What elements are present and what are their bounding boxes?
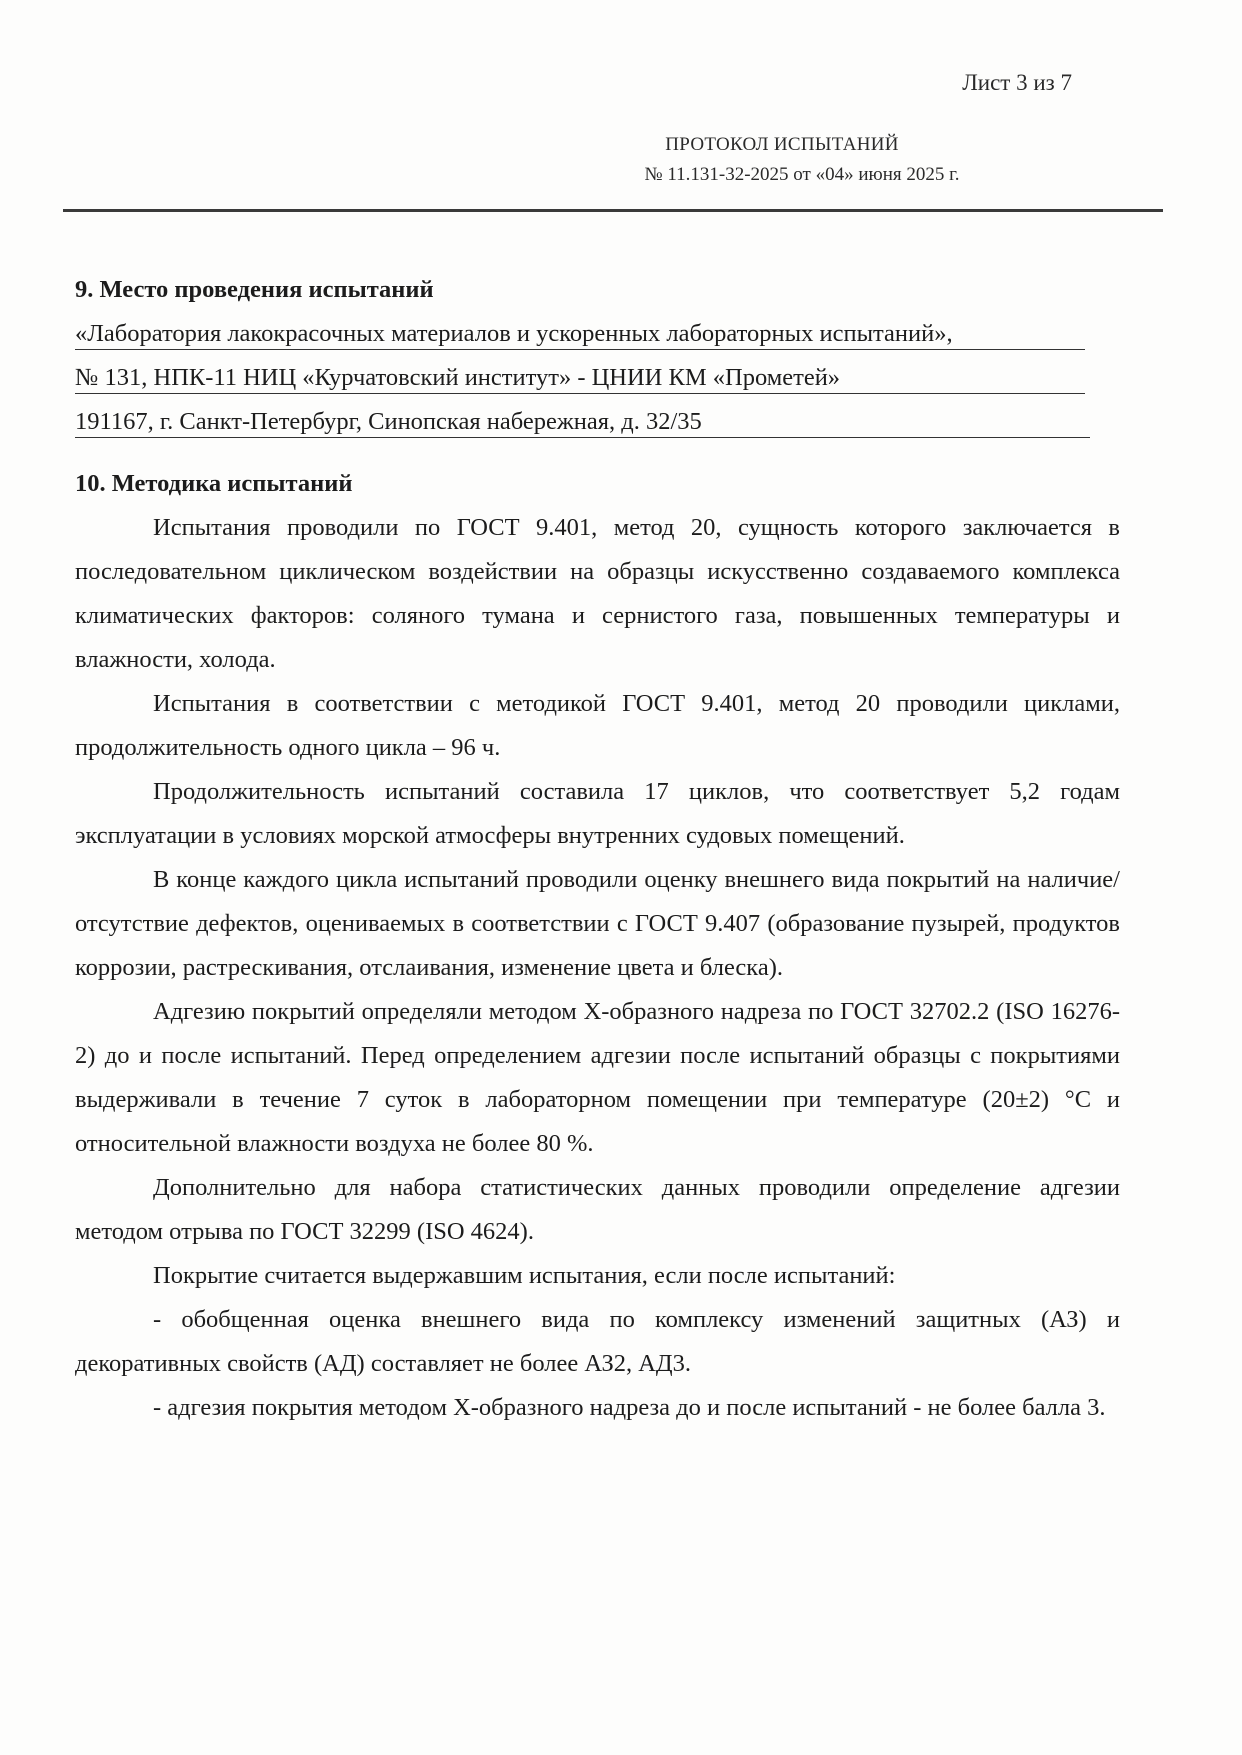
document-title: ПРОТОКОЛ ИСПЫТАНИЙ (665, 134, 899, 155)
criteria-item: - адгезия покрытия методом Х-образного надреза до и после испытаний - не более балла 3. (153, 1394, 1106, 1421)
sheet-number: Лист 3 из 7 (962, 70, 1072, 95)
location-line: № 131, НПК-11 НИЦ «Курчатовский институт» - ЦНИИ КМ «Прометей» (75, 356, 1120, 400)
header-divider (63, 209, 1163, 212)
section-10-heading: 10. Методика испытаний (75, 470, 353, 497)
test-location (75, 312, 1120, 444)
document-header (482, 130, 1082, 190)
paragraph: Испытания проводили по ГОСТ 9.401, метод 20, сущность которого заключается в последовательном циклическом воздействии на образцы искусственно создаваемого комплекса климатических факторов: соляного тумана и сернистого газа, повышенных температуры и влажности, холода. (75, 514, 1120, 673)
paragraph: Дополнительно для набора статистических данных проводили определение адгезии методом отрыва по ГОСТ 32299 (ISO 4624). (75, 1174, 1120, 1245)
paragraph: Адгезию покрытий определяли методом Х-образного надреза по ГОСТ 32702.2 (ISO 16276-2) до и после испытаний. Перед определением адгезии после испытаний образцы с покрытиями выдерживали в течение 7 суток в лабораторном помещении при температуре (20±2) °С и относительной влажности воздуха не более 80 %. (75, 998, 1120, 1157)
paragraph: Испытания в соответствии с методикой ГОСТ 9.401, метод 20 проводили циклами, продолжительность одного цикла – 96 ч. (75, 690, 1120, 761)
section-10 (75, 462, 1120, 1430)
paragraph: В конце каждого цикла испытаний проводили оценку внешнего вида покрытий на наличие/отсутствие дефектов, оцениваемых в соответствии с ГОСТ 9.407 (образование пузырей, продуктов коррозии, растрескивания, отслаивания, изменение цвета и блеска). (75, 866, 1120, 981)
location-line: «Лаборатория лакокрасочных материалов и ускоренных лабораторных испытаний», (75, 312, 1120, 356)
location-line: 191167, г. Санкт-Петербург, Синопская набережная, д. 32/35 (75, 400, 1120, 444)
document-number: № 11.131-32-2025 от «04» июня 2025 г. (644, 164, 960, 185)
criteria-item: - обобщенная оценка внешнего вида по комплексу изменений защитных (АЗ) и декоративных свойств (АД) составляет не более АЗ2, АД3. (75, 1306, 1120, 1377)
document-body (75, 268, 1120, 1430)
section-9-heading: 9. Место проведения испытаний (75, 276, 434, 303)
paragraph: Покрытие считается выдержавшим испытания, если после испытаний: (153, 1262, 896, 1289)
paragraph: Продолжительность испытаний составила 17 циклов, что соответствует 5,2 годам эксплуатации в условиях морской атмосферы внутренних судовых помещений. (75, 778, 1120, 849)
